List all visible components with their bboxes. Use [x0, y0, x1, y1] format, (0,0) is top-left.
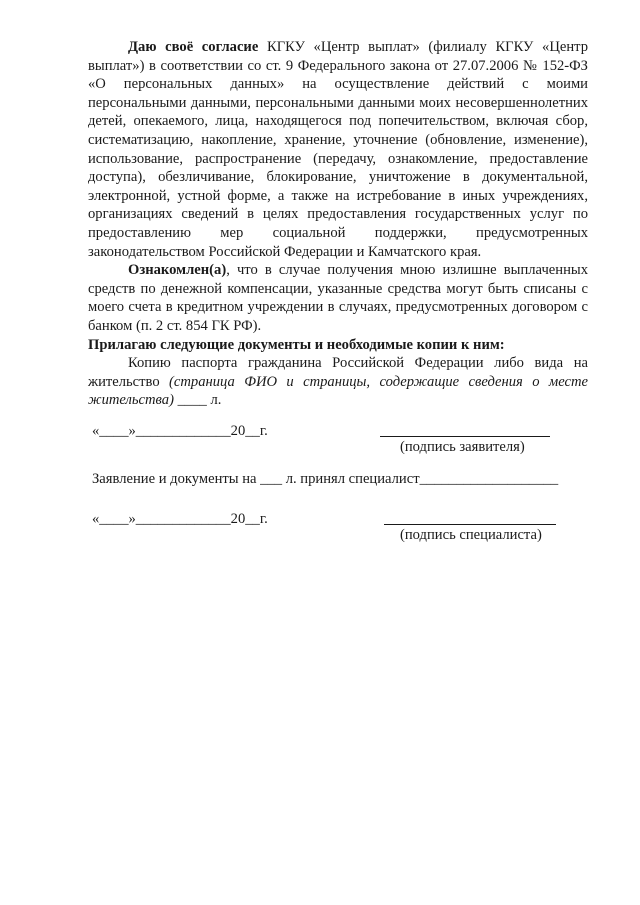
attachment-item-note: (страница ФИО и страницы, содержащие сведения о месте жительства) — [88, 373, 588, 409]
attachments-heading: Прилагаю следующие документы и необходимые копии к ним: — [88, 336, 505, 353]
consent-paragraph — [88, 38, 588, 261]
acknowledged-paragraph — [88, 261, 588, 335]
document-body — [88, 38, 588, 410]
attachment-item — [88, 354, 588, 410]
consent-lead: Даю своё согласие — [128, 39, 259, 55]
received-line: Заявление и документы на ___ л. принял специалист___________________ — [92, 471, 559, 487]
acknowledged-lead: Ознакомлен(а) — [128, 262, 227, 279]
specialist-signature-caption: (подпись специалиста) — [400, 527, 542, 543]
acknowledged-text: , что в случае получения мною излишне выплаченных средств по денежной компенсации, указанные средства могут быть списаны с моего счета в кредитном учреждении в случаях, предусмотренных договором с банком (п. 2 ст. 854 ГК РФ). — [88, 262, 588, 334]
applicant-signature-caption: (подпись заявителя) — [400, 439, 525, 455]
specialist-date: «____»_____________20__г. — [92, 511, 268, 527]
specialist-signature-line — [384, 524, 556, 525]
applicant-signature-line — [380, 436, 550, 437]
consent-text: КГКУ «Центр выплат» (филиалу КГКУ «Центр выплат») в соответствии со ст. 9 Федерального закона от 27.07.2006 № 152-ФЗ «О персональных данных» на осуществление действий с моими персональными данными, персональными данными моих несовершеннолетних детей, опекаемого, лица, находящегося под попечительством, включая сбор, систематизацию, накопление, хранение, уточнение (обновление, изменение), использование, распространение (передачу, ознакомление, предоставление доступа), обезличивание, блокирование, уничтожение в документальной, электронной, устной форме, а также на истребование в иных учреждениях, организациях сведений в целях предоставления государственных услуг по предоставлению мер социальной поддержки, предусмотренных законодательством Российской Федерации и Камчатского края. — [88, 39, 589, 260]
applicant-date: «____»_____________20__г. — [92, 423, 268, 439]
attachment-item-pages: ____ л. — [173, 392, 222, 409]
attachment-item-text: Копию паспорта гражданина Российской Федерации либо вида на жительство — [88, 355, 588, 390]
